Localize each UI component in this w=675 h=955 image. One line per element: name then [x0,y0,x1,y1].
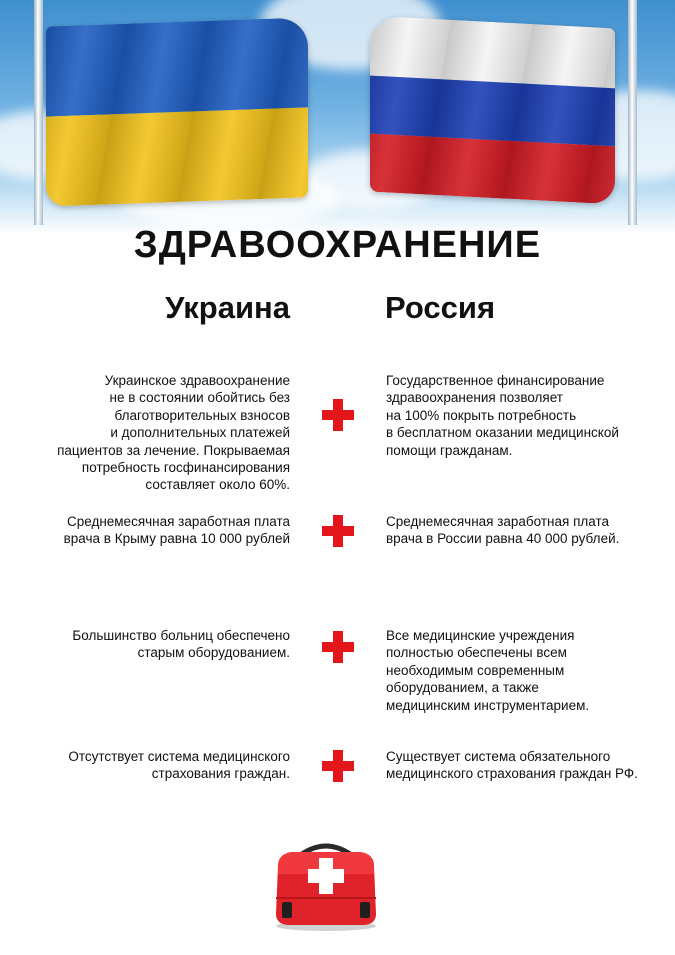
flagpole-right [628,0,637,225]
page-title: ЗДРАВООХРАНЕНИЕ [133,224,542,266]
ukraine-fact: Украинское здравоохранение не в состоянии обойтись без благотворительных взносов и дополнительных платежей пациентов за лечение. Покрываемая потребность госфинансирования составляет около 60%. [57,373,290,493]
ukraine-flag [46,17,308,206]
first-aid-kit-icon [272,840,380,932]
russia-fact: Среднемесячная заработная плата врача в России равна 40 000 рублей. [386,514,620,547]
ukraine-fact: Среднемесячная заработная плата врача в Крыму равна 10 000 рублей [63,514,290,547]
red-cross-icon [322,515,354,547]
russia-fact: Существует система обязательного медицинского страхования граждан РФ. [386,749,638,782]
column-heading-russia: Россия [385,290,496,325]
column-heading-ukraine: Украина [165,290,290,325]
red-cross-icon [322,399,354,431]
russia-fact: Государственное финансирование здравоохранения позволяет на 100% покрыть потребность в бесплатном оказании медицинской помощи гражданам. [386,373,619,458]
ukraine-fact: Большинство больниц обеспечено старым оборудованием. [72,628,290,661]
flagpole-left [34,0,43,225]
ukraine-fact: Отсутствует система медицинского страхования граждан. [68,749,290,782]
header-banner [0,0,675,235]
russia-flag [370,16,615,205]
red-cross-icon [322,750,354,782]
russia-fact: Все медицинские учреждения полностью обеспечены всем необходимым современным оборудованием, а также медицинским инструментарием. [386,628,590,713]
red-cross-icon [322,631,354,663]
